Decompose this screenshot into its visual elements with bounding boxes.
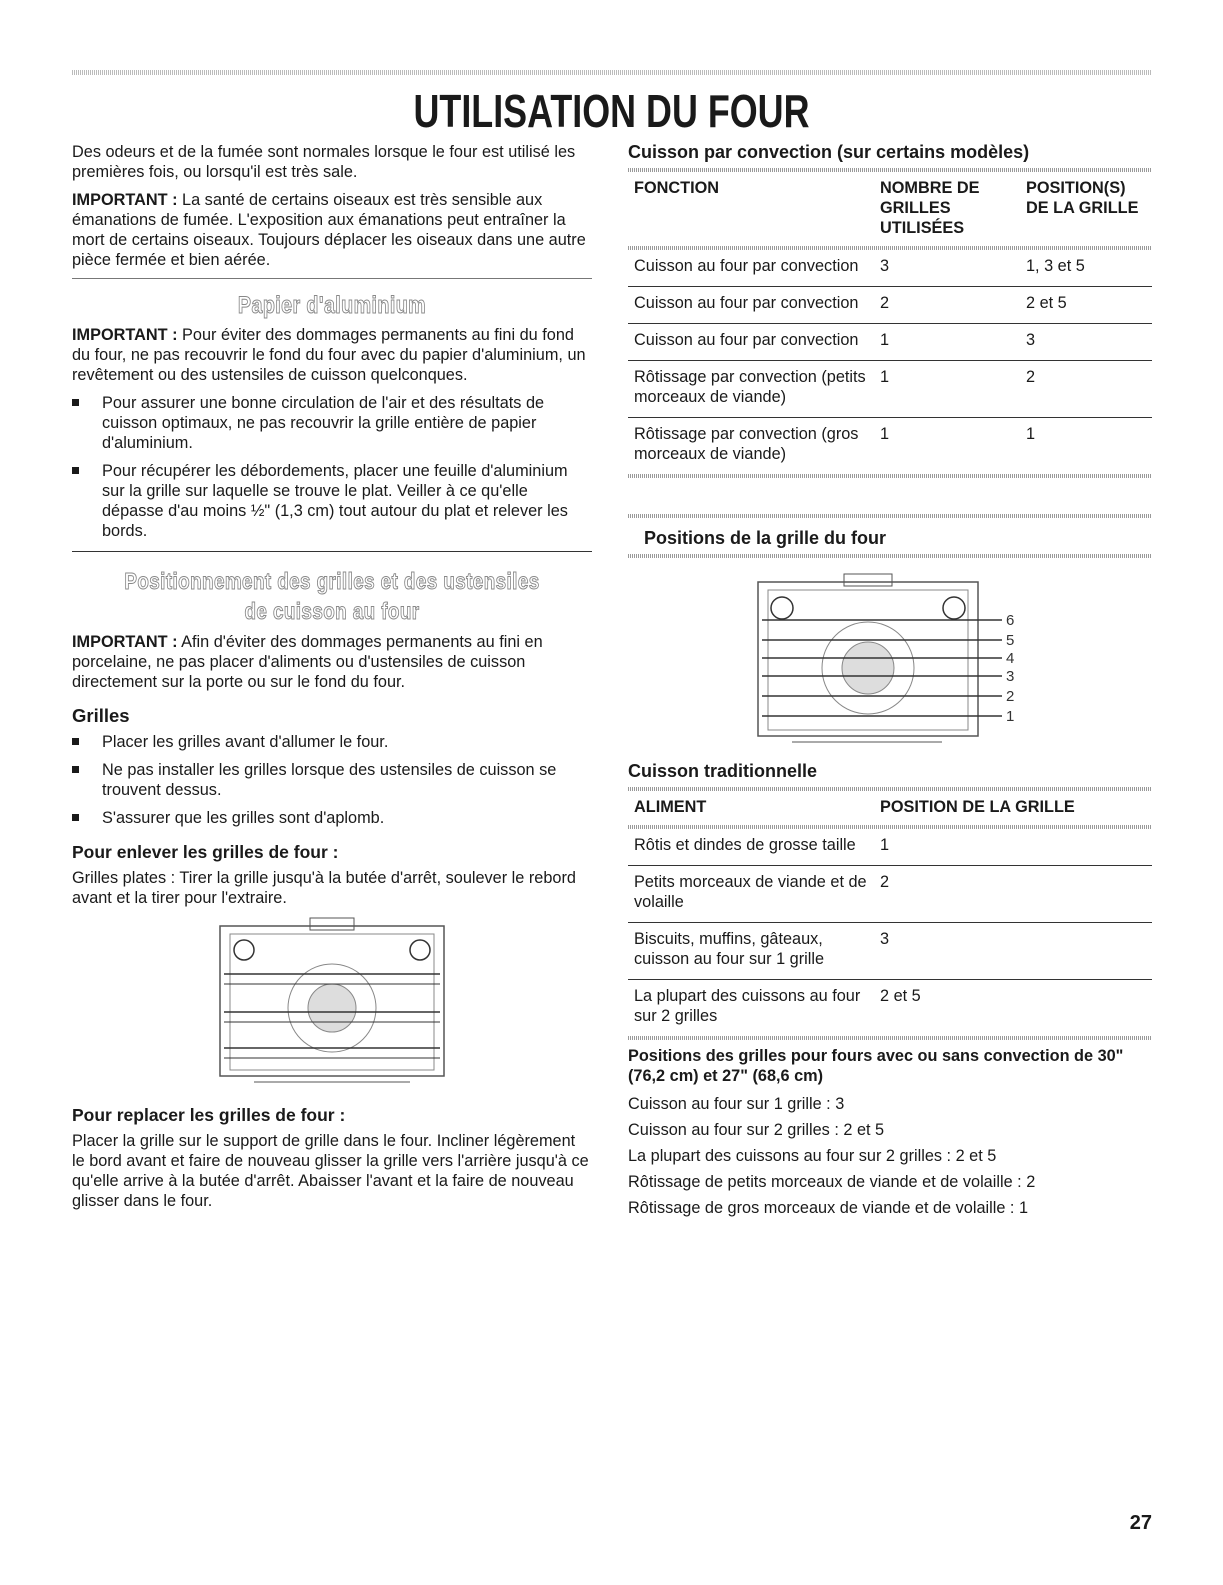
table-bottom-rule (628, 1036, 1152, 1040)
oven-diagram-right (628, 572, 1152, 759)
rack-number-3: 3 (1006, 668, 1015, 685)
remove-racks-heading: Pour enlever les grilles de four : (72, 842, 339, 862)
oven-rack-illustration (214, 916, 450, 1092)
table-row: Cuisson au four par convection 3 1, 3 et 5 (628, 250, 1152, 287)
list-item: Pour récupérer les débordements, placer une feuille d'aluminium sur la grille sur laquelle se trouve le plat. Veiller à ce qu'elle dépasse d'au moins ½" (1,3 cm) tout autour du plat et relever les bords. (72, 461, 592, 541)
col-header: NOMBRE DE GRILLES UTILISÉES (880, 179, 980, 237)
positions-heading: Positions de la grille du four (644, 528, 887, 548)
positions-top-rule (628, 514, 1152, 518)
col-header: FONCTION (634, 179, 720, 197)
traditional-table (628, 791, 1152, 1036)
table-row: Rôtis et dindes de grosse taille 1 (628, 829, 1152, 866)
remove-racks-text: Grilles plates : Tirer la grille jusqu'à la butée d'arrêt, soulever le rebord avant et la tirer pour l'extraire. (72, 869, 576, 907)
positions-bottom-rule (628, 554, 1152, 558)
list-item: Ne pas installer les grilles lorsque des ustensiles de cuisson se trouvent dessus. (72, 760, 592, 800)
table-bottom-rule (628, 474, 1152, 478)
oven-rack-positions-illustration (752, 572, 1042, 754)
important-foil-warning: IMPORTANT : Pour éviter des dommages permanents au fini du fond du four, ne pas recouvrir le fond du four avec du papier d'aluminium, un revêtement ou des ustensiles de cuisson quelconques. (72, 326, 586, 384)
convection-table (628, 172, 1152, 474)
convection-heading: Cuisson par convection (sur certains modèles) (628, 142, 1030, 162)
top-rule (72, 70, 1152, 75)
rack-number-6: 6 (1006, 612, 1015, 629)
intro-text: Des odeurs et de la fumée sont normales lorsque le four est utilisé les premières fois, ou lorsqu'il est très sale. (72, 143, 576, 181)
positions2-line: Cuisson au four sur 1 grille : 3 (628, 1095, 845, 1113)
rack-number-4: 4 (1006, 650, 1015, 667)
right-column (628, 142, 1152, 1224)
table-row: Cuisson au four par convection 1 3 (628, 324, 1152, 361)
page-title: UTILISATION DU FOUR (413, 85, 810, 137)
left-column (72, 142, 592, 1219)
grilles-heading: Grilles (72, 705, 130, 726)
replace-racks-text: Placer la grille sur le support de grille dans le four. Incliner légèrement le bord avant et faire de nouveau glisser la grille vers l'arrière jusqu'à ce qu'elle arrive à la butée d'arrêt. Abaisser l'avant et la faire de nouveau glisser dans le four. (72, 1132, 589, 1210)
col-header: POSITION DE LA GRILLE (880, 798, 1075, 816)
table-row: Petits morceaux de viande et de volaille 2 (628, 866, 1152, 923)
oven-diagram-left (72, 916, 592, 1097)
table-row: Rôtissage par convection (petits morceaux de viande) 1 2 (628, 361, 1152, 418)
positions2-line: Cuisson au four sur 2 grilles : 2 et 5 (628, 1121, 885, 1139)
list-item: Placer les grilles avant d'allumer le four. (72, 732, 592, 752)
important-porcelain-warning: IMPORTANT : Afin d'éviter des dommages permanents au fini en porcelaine, ne pas placer d'aliments ou d'ustensiles de cuisson directement sur la porte ou sur le fond du four. (72, 633, 543, 691)
positions2-line: Rôtissage de petits morceaux de viande et de volaille : 2 (628, 1173, 1036, 1191)
rack-number-2: 2 (1006, 688, 1015, 705)
foil-bullet-list (72, 393, 592, 541)
col-header: ALIMENT (634, 798, 707, 816)
positions2-heading: Positions des grilles pour fours avec ou sans convection de 30" (76,2 cm) et 27" (68,6 cm) (628, 1047, 1124, 1085)
rack-number-1: 1 (1006, 708, 1015, 725)
important-bird-warning: IMPORTANT : La santé de certains oiseaux est très sensible aux émanations de fumée. L'exposition aux émanations peut entraîner la mort de certains oiseaux. Toujours déplacer les oiseaux dans une autre pièce fermée et bien aérée. (72, 191, 586, 269)
table-row: Cuisson au four par convection 2 2 et 5 (628, 287, 1152, 324)
replace-racks-heading: Pour replacer les grilles de four : (72, 1105, 346, 1125)
table-row: Biscuits, muffins, gâteaux, cuisson au four sur 1 grille 3 (628, 923, 1152, 980)
grilles-bullet-list (72, 732, 592, 828)
page-number: 27 (1129, 1512, 1152, 1534)
foil-heading: Papier d'aluminium (237, 292, 427, 319)
positions2-line: Rôtissage de gros morceaux de viande et de volaille : 1 (628, 1199, 1029, 1217)
positioning-heading: Positionnement des grilles et des ustensiles de cuisson au four (124, 568, 540, 624)
traditional-heading: Cuisson traditionnelle (628, 761, 818, 781)
section-divider (72, 278, 592, 279)
col-header: POSITION(S) DE LA GRILLE (1026, 179, 1139, 217)
table-row: Rôtissage par convection (gros morceaux de viande) 1 1 (634, 425, 1036, 463)
rack-number-5: 5 (1006, 632, 1015, 649)
positions2-line: La plupart des cuissons au four sur 2 grilles : 2 et 5 (628, 1147, 997, 1165)
section-divider (72, 551, 592, 552)
list-item: Pour assurer une bonne circulation de l'air et des résultats de cuisson optimaux, ne pas recouvrir la grille entière de papier d'aluminium. (72, 393, 592, 453)
list-item: S'assurer que les grilles sont d'aplomb. (72, 808, 592, 828)
table-row: La plupart des cuissons au four sur 2 grilles 2 et 5 (634, 987, 921, 1025)
